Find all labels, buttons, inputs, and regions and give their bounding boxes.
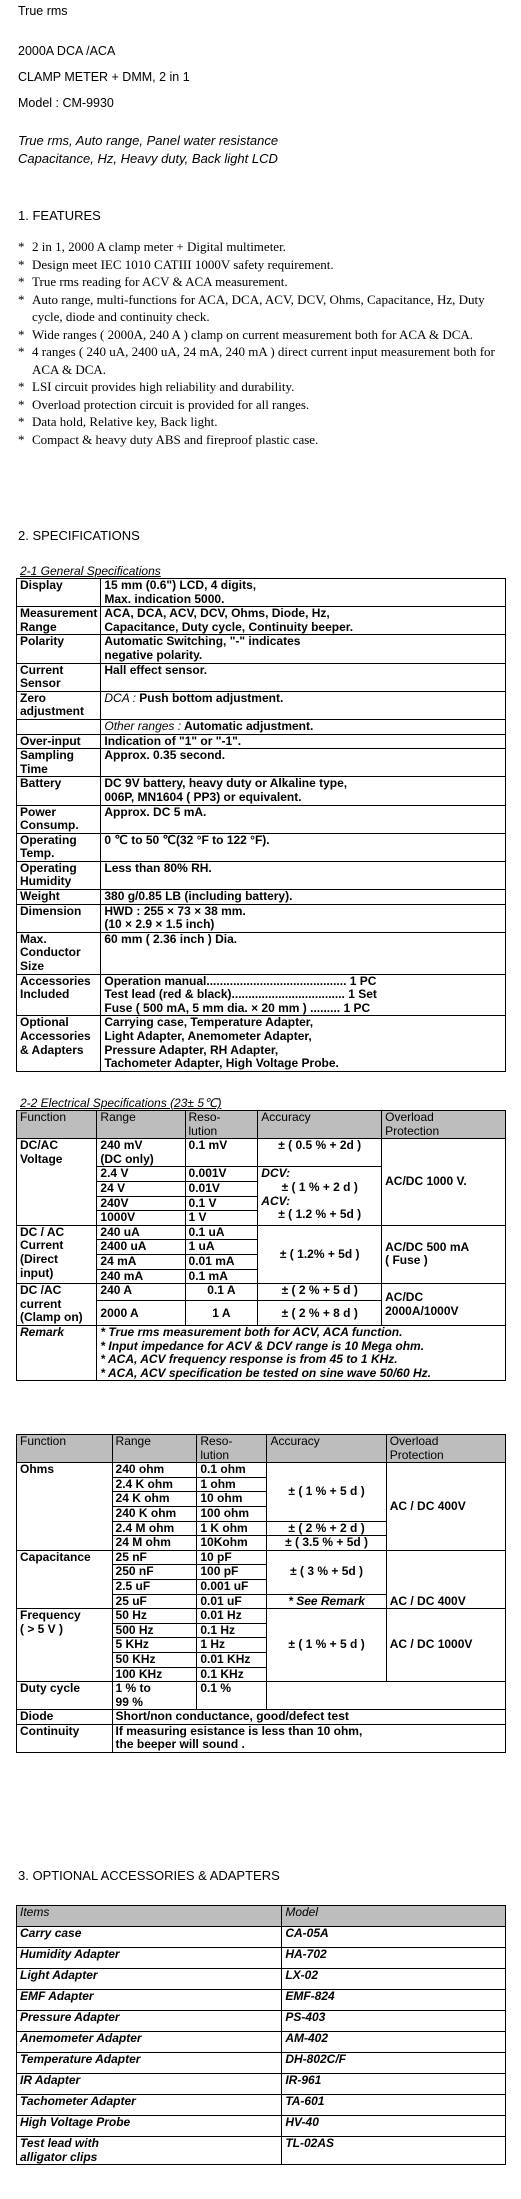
spec-row xyxy=(17,734,506,749)
spec-value: DC 9V battery, heavy duty or Alkaline type, 006P, MN1604 ( PP3) or equivalent. xyxy=(101,777,506,805)
volt-protection: AC/DC 1000 V. xyxy=(382,1139,506,1226)
bullet-star: * xyxy=(18,396,25,412)
accessory-item: EMF Adapter xyxy=(17,1990,282,2011)
volt-resolution: 0.01V xyxy=(185,1181,258,1196)
accessory-row xyxy=(17,2053,506,2074)
duty-row xyxy=(17,1682,506,1710)
freq-range: 100 KHz xyxy=(112,1667,197,1682)
optional-accessories-table xyxy=(16,1905,506,2165)
spec-row xyxy=(17,635,506,663)
spec-value: ACA, DCA, ACV, DCV, Ohms, Diode, Hz, Capacitance, Duty cycle, Continuity beeper. xyxy=(101,607,506,635)
accessory-row xyxy=(17,2074,506,2095)
general-specs-table xyxy=(16,578,506,1072)
volt-row xyxy=(17,1139,506,1167)
spec-row xyxy=(17,749,506,777)
features-title: 1. FEATURES xyxy=(18,208,101,223)
spec-value: Hall effect sensor. xyxy=(101,663,506,691)
volt-range: 24 V xyxy=(97,1181,185,1196)
spec-label: Over-input xyxy=(17,734,101,749)
duty-resolution: 0.1 % xyxy=(197,1682,267,1710)
spec-label: Accessories Included xyxy=(17,974,101,1016)
feature-text: Auto range, multi-functions for ACA, DCA, ACV, DCV, Ohms, Capacitance, Hz, Duty cycle, diode and continuity check. xyxy=(32,291,485,324)
spec-label: Measurement Range xyxy=(17,607,101,635)
accessory-model: HV-40 xyxy=(282,2116,506,2137)
bullet-star: * xyxy=(18,291,25,307)
accessory-model: EMF-824 xyxy=(282,1990,506,2011)
cap-range: 2.5 uF xyxy=(112,1579,197,1594)
clamp-range: 240 A xyxy=(97,1284,185,1301)
diode-text: Short/non conductance, good/defect test xyxy=(112,1710,505,1725)
true-rms-label: True rms xyxy=(18,4,68,18)
spec-label: Dimension xyxy=(17,904,101,932)
optional-title: 3. OPTIONAL ACCESSORIES & ADAPTERS xyxy=(18,1868,280,1883)
column-header: Accuracy xyxy=(267,1435,386,1463)
feature-text: Compact & heavy duty ABS and fireproof plastic case. xyxy=(32,431,319,447)
diode-function: Diode xyxy=(17,1710,113,1725)
spec-value: DCA : Push bottom adjustment. xyxy=(101,691,506,719)
spec-value: Approx. 0.35 second. xyxy=(101,749,506,777)
spec-value-prefix: Other ranges : xyxy=(104,718,182,733)
cap-resolution: 0.01 uF xyxy=(197,1594,267,1609)
cur-protection: AC/DC 500 mA ( Fuse ) xyxy=(382,1225,506,1283)
bullet-star: * xyxy=(18,414,25,429)
spec-row xyxy=(17,861,506,889)
ohm-range: 2.4 M ohm xyxy=(112,1521,197,1536)
ohm-resolution: 100 ohm xyxy=(197,1506,267,1521)
column-header: Overload Protection xyxy=(382,1111,506,1139)
general-specs-title: 2-1 General Specifications xyxy=(20,564,161,578)
spec-row xyxy=(17,691,506,719)
freq-range: 500 Hz xyxy=(112,1623,197,1638)
feature-item xyxy=(18,273,508,291)
ohm-protection: AC / DC 400V xyxy=(386,1463,505,1551)
cap-protection: AC / DC 400V xyxy=(386,1550,505,1608)
accessory-row xyxy=(17,2116,506,2137)
spec-label: Weight xyxy=(17,890,101,905)
cap-range: 25 nF xyxy=(112,1550,197,1565)
feature-item xyxy=(18,396,508,414)
volt-accuracy: ± ( 0.5 % + 2d ) xyxy=(258,1139,382,1167)
spec-value: Indication of "1" or "-1". xyxy=(101,734,506,749)
accessory-item: IR Adapter xyxy=(17,2074,282,2095)
accessory-model: HA-702 xyxy=(282,1948,506,1969)
accessory-model: CA-05A xyxy=(282,1927,506,1948)
ohm-accuracy: ± ( 1 % + 5 d ) xyxy=(267,1463,386,1521)
accessory-row xyxy=(17,2095,506,2116)
volt-accuracy xyxy=(258,1167,382,1225)
bullet-star: * xyxy=(18,344,25,359)
tagline-1: True rms, Auto range, Panel water resistance xyxy=(18,133,279,148)
volt-resolution: 0.1 V xyxy=(185,1196,258,1211)
ohm-resolution: 1 ohm xyxy=(197,1477,267,1492)
remark-line: * ACA, ACV frequency response is from 45 to 1 KHz. xyxy=(100,1352,398,1367)
feature-item xyxy=(18,326,508,344)
volt-range: 240V xyxy=(97,1196,185,1211)
clamp-protection: AC/DC 2000A/1000V xyxy=(382,1284,506,1326)
spec-row xyxy=(17,579,506,607)
feature-item xyxy=(18,291,508,326)
features-list xyxy=(18,238,508,448)
spec-value: Approx. DC 5 mA. xyxy=(101,805,506,833)
accessory-model: IR-961 xyxy=(282,2074,506,2095)
spec-row xyxy=(17,974,506,1016)
electrical-specs-title: 2-2 Electrical Specifications (23± 5℃) xyxy=(20,1096,222,1110)
accessory-item: Temperature Adapter xyxy=(17,2053,282,2074)
spec-value: HWD : 255 × 73 × 38 mm. (10 × 2.9 × 1.5 inch) xyxy=(101,904,506,932)
cap-accuracy: ± ( 3 % + 5d ) xyxy=(267,1550,386,1594)
ohm-range: 2.4 K ohm xyxy=(112,1477,197,1492)
spec-label xyxy=(17,719,101,734)
bullet-star: * xyxy=(18,326,25,342)
dcv-accuracy: ± ( 1 % + 2 d ) xyxy=(281,1179,358,1194)
volt-range: 2.4 V xyxy=(97,1167,185,1182)
accessory-model: AM-402 xyxy=(282,2032,506,2053)
spec-label: Polarity xyxy=(17,635,101,663)
volt-resolution: 1 V xyxy=(185,1211,258,1226)
freq-range: 50 Hz xyxy=(112,1609,197,1624)
table-header-row xyxy=(17,1906,506,1927)
bullet-star: * xyxy=(18,274,25,289)
freq-function: Frequency ( > 5 V ) xyxy=(17,1609,113,1682)
spec-label: Max. Conductor Size xyxy=(17,932,101,974)
freq-resolution: 0.1 KHz xyxy=(197,1667,267,1682)
spec-value: Carrying case, Temperature Adapter, Light Adapter, Anemometer Adapter, Pressure Adapter, RH Adapter, Tachometer Adapter, High Voltage Probe. xyxy=(101,1016,506,1071)
feature-item xyxy=(18,238,508,256)
column-header: Overload Protection xyxy=(386,1435,505,1463)
cap-resolution: 100 pF xyxy=(197,1565,267,1580)
spec-row xyxy=(17,1016,506,1071)
accessory-row xyxy=(17,1927,506,1948)
duty-range: 1 % to 99 % xyxy=(112,1682,197,1710)
volt-resolution: 0.001V xyxy=(185,1167,258,1182)
spec-value: 0 ℃ to 50 ℃(32 °F to 122 °F). xyxy=(101,833,506,861)
cur-range: 24 mA xyxy=(97,1254,185,1269)
ohm-resolution: 10 ohm xyxy=(197,1492,267,1507)
duty-function: Duty cycle xyxy=(17,1682,113,1710)
spec-label: Sampling Time xyxy=(17,749,101,777)
ohm-range: 240 ohm xyxy=(112,1463,197,1478)
remark-line: * Input impedance for ACV & DCV range is 10 Mega ohm. xyxy=(100,1338,425,1353)
remark-line: * True rms measurement both for ACV, ACA function. xyxy=(100,1324,403,1339)
cur-resolution: 0.1 uA xyxy=(185,1225,258,1240)
spec-value: Operation manual.......................................... 1 PC Test lead (red & black).................................. 1 Set Fuse ( 500 mA, 5 mm dia. × 20 mm ) ......... 1 PC xyxy=(101,974,506,1016)
model-line-2: CLAMP METER + DMM, 2 in 1 xyxy=(18,70,190,84)
accessory-item: Light Adapter xyxy=(17,1969,282,1990)
ohm-accuracy: ± ( 2 % + 2 d ) xyxy=(267,1521,386,1536)
remark-label: Remark xyxy=(17,1325,97,1380)
spec-label: Power Consump. xyxy=(17,805,101,833)
cur-row xyxy=(17,1225,506,1240)
spec-row xyxy=(17,777,506,805)
electrical-specs-table-1 xyxy=(16,1110,506,1381)
accessory-row xyxy=(17,1990,506,2011)
spec-value: 380 g/0.85 LB (including battery). xyxy=(101,890,506,905)
ohm-range: 24 K ohm xyxy=(112,1492,197,1507)
spec-value: Other ranges : Automatic adjustment. xyxy=(101,719,506,734)
spec-label: Battery xyxy=(17,777,101,805)
remark-line: * ACA, ACV specification be tested on sine wave 50/60 Hz. xyxy=(100,1365,431,1380)
freq-protection: AC / DC 1000V xyxy=(386,1609,505,1682)
accessory-item: Tachometer Adapter xyxy=(17,2095,282,2116)
accessory-item: Carry case xyxy=(17,1927,282,1948)
cap-resolution: 0.001 uF xyxy=(197,1579,267,1594)
spec-value: 60 mm ( 2.36 inch ) Dia. xyxy=(101,932,506,974)
cur-function: DC / AC Current (Direct input) xyxy=(17,1225,97,1283)
cur-accuracy: ± ( 1.2% + 5d ) xyxy=(258,1225,382,1283)
column-header: Reso- lution xyxy=(197,1435,267,1463)
ohm-resolution: 0.1 ohm xyxy=(197,1463,267,1478)
clamp-resolution: 1 A xyxy=(185,1301,258,1325)
accessory-row xyxy=(17,1969,506,1990)
clamp-row xyxy=(17,1284,506,1301)
spec-label: Zero adjustment xyxy=(17,691,101,719)
cap-row xyxy=(17,1550,506,1565)
cap-range: 250 nF xyxy=(112,1565,197,1580)
spec-row xyxy=(17,932,506,974)
continuity-text: If measuring esistance is less than 10 ohm, the beeper will sound . xyxy=(112,1724,505,1752)
feature-text: Design meet IEC 1010 CATIII 1000V safety requirement. xyxy=(32,256,334,272)
accessory-item: Anemometer Adapter xyxy=(17,2032,282,2053)
volt-range: 240 mV (DC only) xyxy=(97,1139,185,1167)
clamp-range: 2000 A xyxy=(97,1301,185,1325)
dcv-label: DCV: xyxy=(261,1166,291,1181)
spec-row xyxy=(17,719,506,734)
model-line-3: Model : CM-9930 xyxy=(18,96,114,110)
feature-item xyxy=(18,413,508,431)
freq-accuracy: ± ( 1 % + 5 d ) xyxy=(267,1609,386,1682)
feature-text: LSI circuit provides high reliability and durability. xyxy=(32,379,295,394)
acv-accuracy: ± ( 1.2 % + 5d ) xyxy=(278,1207,362,1222)
ohm-range: 240 K ohm xyxy=(112,1506,197,1521)
column-header: Function xyxy=(17,1435,113,1463)
spec-row xyxy=(17,833,506,861)
continuity-row xyxy=(17,1724,506,1752)
cap-range: 25 uF xyxy=(112,1594,197,1609)
accessory-row xyxy=(17,2032,506,2053)
accessory-row xyxy=(17,1948,506,1969)
freq-resolution: 0.01 Hz xyxy=(197,1609,267,1624)
feature-text: True rms reading for ACV & ACA measurement. xyxy=(32,274,288,289)
cur-range: 240 mA xyxy=(97,1269,185,1284)
column-header: Model xyxy=(282,1906,506,1927)
freq-resolution: 1 Hz xyxy=(197,1638,267,1653)
clamp-resolution: 0.1 A xyxy=(185,1284,258,1301)
volt-function: DC/AC Voltage xyxy=(17,1139,97,1226)
spec-value: Less than 80% RH. xyxy=(101,861,506,889)
cap-accuracy: * See Remark xyxy=(267,1594,386,1609)
table-header-row xyxy=(17,1435,506,1463)
accessory-row xyxy=(17,2137,506,2165)
freq-range: 50 KHz xyxy=(112,1652,197,1667)
accessory-model: DH-802C/F xyxy=(282,2053,506,2074)
column-header: Items xyxy=(17,1906,282,1927)
feature-text: Data hold, Relative key, Back light. xyxy=(32,414,218,429)
cap-function: Capacitance xyxy=(17,1550,113,1608)
feature-text: Wide ranges ( 2000A, 240 A ) clamp on current measurement both for ACA & DCA. xyxy=(32,326,474,342)
duty-empty xyxy=(267,1682,506,1710)
column-header: Accuracy xyxy=(258,1111,382,1139)
clamp-accuracy: ± ( 2 % + 5 d ) xyxy=(258,1284,382,1301)
spec-label: Operating Humidity xyxy=(17,861,101,889)
feature-item xyxy=(18,378,508,396)
accessory-model: LX-02 xyxy=(282,1969,506,1990)
freq-resolution: 0.01 KHz xyxy=(197,1652,267,1667)
bullet-star: * xyxy=(18,239,25,254)
remark-row xyxy=(17,1325,506,1380)
freq-row xyxy=(17,1609,506,1624)
electrical-specs-table-2 xyxy=(16,1434,506,1753)
acv-label: ACV: xyxy=(261,1193,291,1208)
freq-range: 5 KHz xyxy=(112,1638,197,1653)
bullet-star: * xyxy=(18,256,25,272)
remark-text xyxy=(97,1325,506,1380)
tagline-2: Capacitance, Hz, Heavy duty, Back light LCD xyxy=(18,151,278,166)
column-header: Range xyxy=(112,1435,197,1463)
column-header: Function xyxy=(17,1111,97,1139)
spec-label: Display xyxy=(17,579,101,607)
volt-range: 1000V xyxy=(97,1211,185,1226)
table-header-row xyxy=(17,1111,506,1139)
spec-value: 15 mm (0.6") LCD, 4 digits, Max. indication 5000. xyxy=(101,579,506,607)
column-header: Reso- lution xyxy=(185,1111,258,1139)
cur-resolution: 0.1 mA xyxy=(185,1269,258,1284)
spec-row xyxy=(17,663,506,691)
accessory-item: High Voltage Probe xyxy=(17,2116,282,2137)
ohm-resolution: 10Kohm xyxy=(197,1536,267,1551)
spec-row xyxy=(17,904,506,932)
cap-resolution: 10 pF xyxy=(197,1550,267,1565)
feature-text: Overload protection circuit is provided for all ranges. xyxy=(32,396,310,412)
diode-row xyxy=(17,1710,506,1725)
spec-label: Current Sensor xyxy=(17,663,101,691)
clamp-accuracy: ± ( 2 % + 8 d ) xyxy=(258,1301,382,1325)
cur-resolution: 0.01 mA xyxy=(185,1254,258,1269)
spec-row xyxy=(17,805,506,833)
model-line-1: 2000A DCA /ACA xyxy=(18,44,116,58)
feature-text: 4 ranges ( 240 uA, 2400 uA, 24 mA, 240 mA ) direct current input measurement both for ACA & DCA. xyxy=(32,344,495,377)
freq-resolution: 0.1 Hz xyxy=(197,1623,267,1638)
cur-resolution: 1 uA xyxy=(185,1240,258,1255)
continuity-function: Continuity xyxy=(17,1724,113,1752)
spec-row xyxy=(17,607,506,635)
accessory-model: TL-02AS xyxy=(282,2137,506,2165)
spec-label: Optional Accessories & Adapters xyxy=(17,1016,101,1071)
feature-item xyxy=(18,343,508,378)
clamp-function: DC /AC current (Clamp on) xyxy=(17,1284,97,1326)
accessory-item: Test lead with alligator clips xyxy=(17,2137,282,2165)
bullet-star: * xyxy=(18,431,25,447)
accessory-item: Pressure Adapter xyxy=(17,2011,282,2032)
ohm-resolution: 1 K ohm xyxy=(197,1521,267,1536)
feature-item xyxy=(18,256,508,274)
spec-row xyxy=(17,890,506,905)
bullet-star: * xyxy=(18,379,25,394)
cur-range: 240 uA xyxy=(97,1225,185,1240)
feature-text: 2 in 1, 2000 A clamp meter + Digital multimeter. xyxy=(32,239,286,254)
accessory-row xyxy=(17,2011,506,2032)
spec-value-prefix: DCA : xyxy=(104,690,136,705)
ohm-row xyxy=(17,1463,506,1478)
ohm-function: Ohms xyxy=(17,1463,113,1551)
ohm-accuracy: ± ( 3.5 % + 5d ) xyxy=(267,1536,386,1551)
cur-range: 2400 uA xyxy=(97,1240,185,1255)
spec-value: Automatic Switching, "-" indicates negative polarity. xyxy=(101,635,506,663)
ohm-range: 24 M ohm xyxy=(112,1536,197,1551)
volt-resolution: 0.1 mV xyxy=(185,1139,258,1167)
spec-label: Operating Temp. xyxy=(17,833,101,861)
accessory-item: Humidity Adapter xyxy=(17,1948,282,1969)
accessory-model: TA-601 xyxy=(282,2095,506,2116)
specs-title: 2. SPECIFICATIONS xyxy=(18,528,140,543)
column-header: Range xyxy=(97,1111,185,1139)
accessory-model: PS-403 xyxy=(282,2011,506,2032)
feature-item xyxy=(18,431,508,449)
